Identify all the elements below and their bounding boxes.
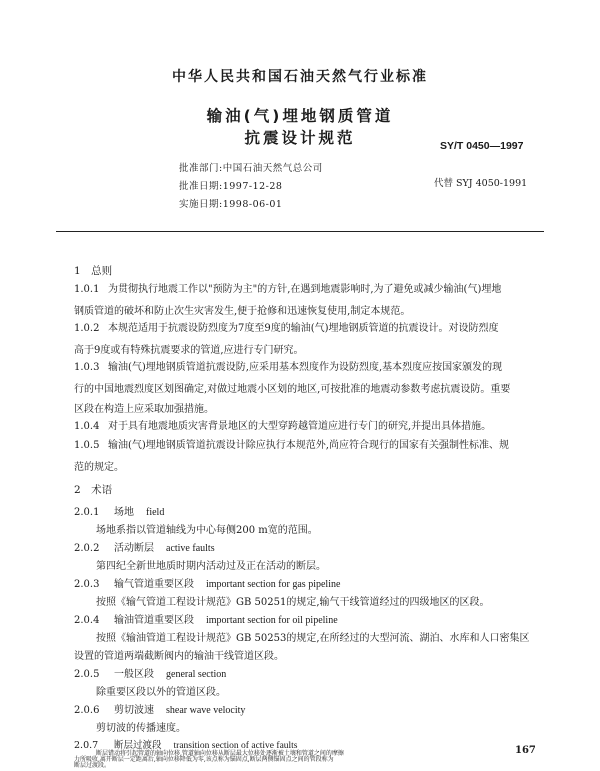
clause-continuation: 钢质管道的破坏和防止次生灾害发生,便于抢修和迅速恢复使用,制定本规范。	[74, 306, 411, 317]
term-2-0-4	[74, 611, 338, 626]
clause-continuation: 范的规定。	[74, 462, 124, 473]
term-english: transition section of active faults	[173, 741, 298, 751]
standard-title-line2: 抗震设计规范	[244, 129, 356, 147]
term-2-0-5	[74, 665, 226, 680]
section-heading-terms: 2 术语	[74, 484, 113, 496]
term-english: field	[146, 507, 165, 518]
term-chinese: 活动断层	[114, 543, 154, 554]
term-english: important section for oil pipeline	[206, 615, 338, 626]
clause-1-0-5	[74, 435, 509, 456]
term-chinese: 输油管道重要区段	[114, 615, 194, 626]
effective-date: 实施日期:1998-06-01	[179, 199, 283, 210]
term-chinese: 场地	[114, 507, 134, 518]
term-2-0-7	[74, 737, 298, 751]
term-chinese: 剪切波速	[114, 705, 154, 716]
clause-number: 1.0.4	[74, 421, 100, 432]
term-number: 2.0.1	[74, 507, 100, 518]
term-definition: 第四纪全新世地质时期内活动过及正在活动的断层。	[96, 561, 326, 572]
clause-text: 为贯彻执行地震工作以"预防为主"的方针,在遇到地震影响时,为了避免或减少输油(气)埋地	[108, 284, 502, 295]
section-heading-general: 1 总则	[74, 265, 113, 277]
term-definition: 场地系指以管道轴线为中心每侧200 m宽的范围。	[96, 525, 318, 536]
term-definition: 按照《输气管道工程设计规范》GB 50251的规定,输气干线管道经过的四级地区的区段。	[96, 597, 490, 608]
clause-1-0-2	[74, 318, 499, 339]
term-number: 2.0.5	[74, 669, 100, 680]
term-english: general section	[166, 669, 227, 680]
approved-by: 批准部门:中国石油天然气总公司	[179, 163, 323, 174]
clause-1-0-1	[74, 279, 501, 300]
clause-1-0-3	[74, 357, 502, 378]
term-definition: 断层错动将引起管道的轴向位移,管道轴向位移从断层最大位移处逐渐被土壤和管道之间的摩擦	[96, 750, 344, 757]
clause-number: 1.0.5	[74, 440, 100, 451]
clause-1-0-4	[74, 416, 491, 437]
replaces-standard: 代替 SYJ 4050-1991	[434, 178, 528, 189]
term-number: 2.0.4	[74, 615, 100, 626]
clause-text: 对于具有地震地质灾害背景地区的大型穿跨越管道应进行专门的研究,并提出具体措施。	[108, 421, 492, 432]
clause-continuation: 区段在构造上应采取加强措施。	[74, 404, 214, 415]
term-english: active faults	[166, 543, 215, 554]
term-definition-continuation: 力所吸收,离开断层一定距离后,轴向位移降低为零,该点称为锚固点,断层两侧锚固点之间的管段称为	[74, 756, 334, 763]
term-chinese: 输气管道重要区段	[114, 579, 194, 590]
term-2-0-2	[74, 539, 215, 554]
clause-text: 本规范适用于抗震设防烈度为7度至9度的输油(气)埋地钢质管道的抗震设计。对设防烈度	[108, 323, 499, 334]
term-definition: 按照《输油管道工程设计规范》GB 50253的规定,在所经过的大型河流、湖泊、水库和人口密集区	[96, 633, 530, 644]
header-divider	[56, 231, 544, 232]
term-number: 2.0.6	[74, 705, 100, 716]
clause-continuation: 高于9度或有特殊抗震要求的管道,应进行专门研究。	[74, 345, 304, 356]
term-definition-continuation: 断层过渡段。	[74, 762, 111, 769]
term-english: important section for gas pipeline	[206, 579, 341, 590]
clause-continuation: 行的中国地震烈度区划图确定,对做过地震小区划的地区,可按批准的地震动参数考虑抗震设防。重要	[74, 384, 511, 395]
term-number: 2.0.3	[74, 579, 100, 590]
term-number: 2.0.2	[74, 543, 100, 554]
issuer-title: 中华人民共和国石油天然气行业标准	[172, 69, 428, 85]
term-definition-continuation: 设置的管道两端截断阀内的输油干线管道区段。	[74, 651, 284, 662]
term-definition: 剪切波的传播速度。	[96, 723, 186, 734]
standard-number: SY/T 0450—1997	[440, 140, 524, 152]
term-chinese: 一般区段	[114, 669, 154, 680]
term-2-0-3	[74, 575, 340, 590]
clause-number: 1.0.3	[74, 362, 100, 373]
approval-date: 批准日期:1997-12-28	[179, 181, 283, 192]
clause-text: 输油(气)埋地钢质管道抗震设防,应采用基本烈度作为设防烈度,基本烈度应按国家颁发的现	[108, 362, 503, 373]
term-definition: 除重要区段以外的管道区段。	[96, 687, 226, 698]
clause-number: 1.0.1	[74, 284, 100, 295]
clause-number: 1.0.2	[74, 323, 100, 334]
clause-text: 输油(气)埋地钢质管道抗震设计除应执行本规范外,尚应符合现行的国家有关强制性标准、规	[108, 440, 509, 451]
term-2-0-6	[74, 701, 245, 716]
term-english: shear wave velocity	[166, 705, 246, 716]
term-2-0-1	[74, 503, 164, 518]
term-chinese: 断层过渡段	[114, 740, 162, 751]
page-number: 167	[515, 745, 536, 756]
standard-title-line1: 输油(气)埋地钢质管道	[206, 107, 394, 125]
term-number: 2.0.7	[74, 740, 99, 751]
